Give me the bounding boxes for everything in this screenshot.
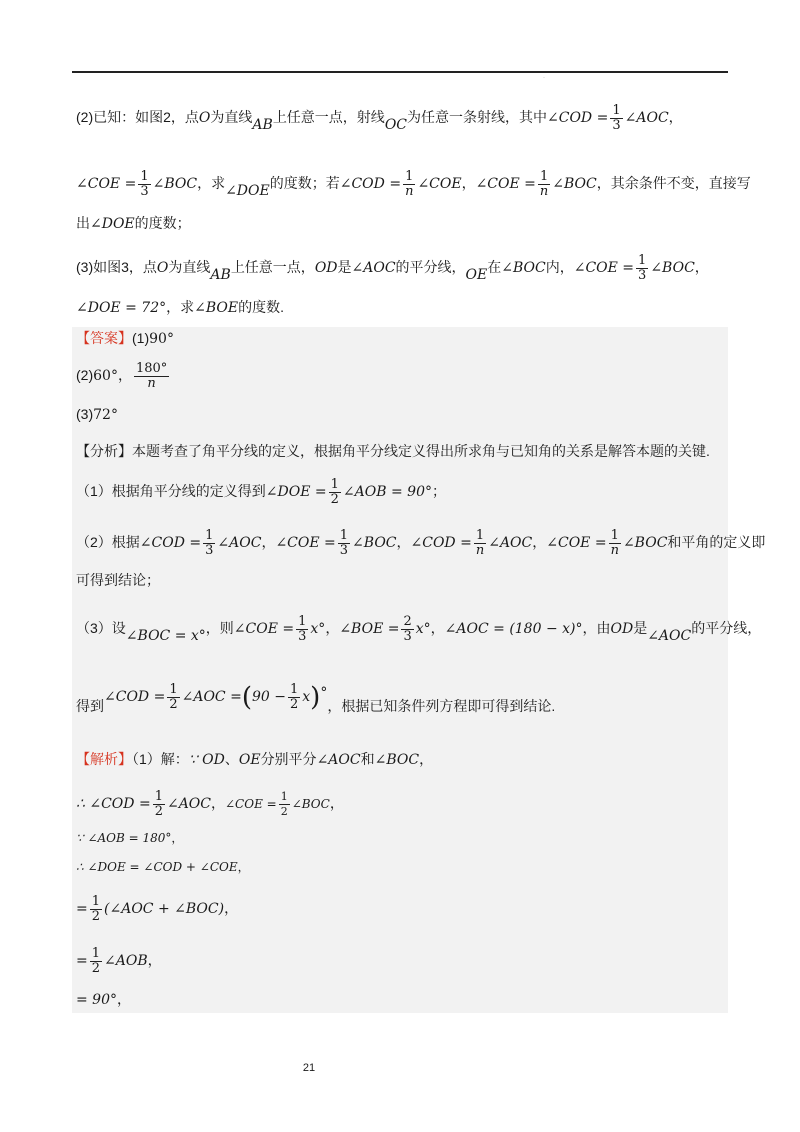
fraction: $\frac{1}{n}$ bbox=[539, 169, 549, 199]
analysis-tag: 【分析】 bbox=[76, 443, 132, 459]
analysis-p1: （1）根据角平分线的定义得到∠DOE = $\frac{1}{2}$ ∠AOB = 90°； bbox=[76, 477, 446, 507]
fraction: $\frac{1}{2}$ bbox=[289, 682, 299, 712]
header-dot: · bbox=[543, 75, 545, 81]
fraction: $\frac{1}{2}$ bbox=[91, 894, 101, 924]
fraction: $\frac{1}{2}$ bbox=[91, 946, 101, 976]
solution-line-1: 【解析】（1）解：∵ OD、OE分别平分∠AOC和∠BOC， bbox=[76, 751, 434, 768]
q3-line-1: (3)如图3，点O为直线AB上任意一点，OD是∠AOC的平分线，OE在∠BOC内，∠COE = $\frac{1}{3}$ ∠BOC， bbox=[76, 253, 709, 284]
solution-line-3: ∵ ∠AOB = 180°， bbox=[76, 831, 184, 845]
solution-line-7: = 90°， bbox=[76, 991, 131, 1008]
fraction: $\frac{1}{3}$ bbox=[298, 614, 307, 644]
q2-line-2: ∠COE = $\frac{1}{3}$ ∠BOC，求∠DOE的度数；若∠COD = $\frac{1}{n}$ ∠COE，∠COE = $\frac{1}{n}$ ∠BOC，其余条件不变，直接写 bbox=[76, 169, 751, 200]
analysis-p2-cont: 可得到结论； bbox=[76, 572, 160, 588]
answer-line-3: (3)72° bbox=[76, 406, 118, 423]
analysis-intro: 【分析】本题考查了角平分线的定义，根据角平分线定义得出所求角与已知角的关系是解答本题的关键. bbox=[76, 443, 710, 459]
analysis-p3: （3）设∠BOC = x°，则∠COE = $\frac{1}{3}$ x°，∠BOE = $\frac{2}{3}$ x°，∠AOC = (180 − x)°，由OD是∠AOC的平分线， bbox=[76, 614, 762, 645]
fraction: $\frac{1}{n}$ bbox=[405, 169, 414, 199]
fraction: $\frac{1}{3}$ bbox=[205, 528, 214, 558]
solution-line-5: = $\frac{1}{2}$ (∠AOC + ∠BOC)， bbox=[76, 894, 239, 924]
solution-line-6: = $\frac{1}{2}$ ∠AOB， bbox=[76, 946, 162, 976]
right-paren: ) bbox=[310, 682, 321, 713]
fraction: $\frac{1}{n}$ bbox=[475, 528, 485, 558]
fraction: $\frac{1}{2}$ bbox=[280, 790, 288, 818]
fraction: $\frac{1}{3}$ bbox=[140, 169, 149, 199]
analysis-p4: 得到∠COD = $\frac{1}{2}$ ∠AOC =(90 − $\frac{1}{2}$ x)°，根据已知条件列方程即可得到结论. bbox=[76, 682, 556, 715]
fraction: $\frac{2}{3}$ bbox=[403, 614, 412, 644]
q2-line-3: 出∠DOE的度数； bbox=[76, 215, 191, 232]
fraction: $\frac{1}{3}$ bbox=[339, 528, 349, 558]
left-paren: ( bbox=[241, 682, 252, 713]
fraction: $\frac{1}{2}$ bbox=[154, 789, 163, 819]
solution-line-2: ∴ ∠COD = $\frac{1}{2}$ ∠AOC，∠COE = $\frac{1}{2}$ ∠BOC， bbox=[76, 789, 344, 819]
fraction: $\frac{180^\circ}{n}$ bbox=[135, 361, 168, 391]
fraction: $\frac{1}{3}$ bbox=[638, 253, 647, 283]
fraction: $\frac{1}{3}$ bbox=[612, 103, 621, 133]
fraction: $\frac{1}{n}$ bbox=[610, 528, 619, 558]
answer-line-1: 【答案】(1)90° bbox=[76, 330, 174, 347]
q3-line-2: ∠DOE = 72°，求∠BOE的度数. bbox=[76, 299, 284, 316]
q2-line-1: (2)已知：如图2，点O为直线AB上任意一点，射线OC为任意一条射线，其中∠COD = $\frac{1}{3}$ ∠AOC， bbox=[76, 103, 683, 134]
analysis-p2: （2）根据∠COD = $\frac{1}{3}$ ∠AOC，∠COE = $\frac{1}{3}$ ∠BOC，∠COD = $\frac{1}{n}$ ∠AOC，∠COE = $\frac{1}{n}$ ∠BOC和平角的定义即 bbox=[76, 528, 766, 558]
fraction: $\frac{1}{2}$ bbox=[169, 682, 178, 712]
fraction: $\frac{1}{2}$ bbox=[330, 477, 339, 507]
solution-tag: 【解析】 bbox=[76, 751, 132, 767]
answer-line-2: (2)60°， $\frac{180^\circ}{n}$ bbox=[76, 361, 168, 391]
page-number: 21 bbox=[302, 1062, 316, 1074]
solution-line-4: ∴ ∠DOE = ∠COD + ∠COE， bbox=[76, 860, 250, 874]
header-rule bbox=[72, 71, 728, 73]
answer-tag: 【答案】 bbox=[76, 330, 132, 346]
